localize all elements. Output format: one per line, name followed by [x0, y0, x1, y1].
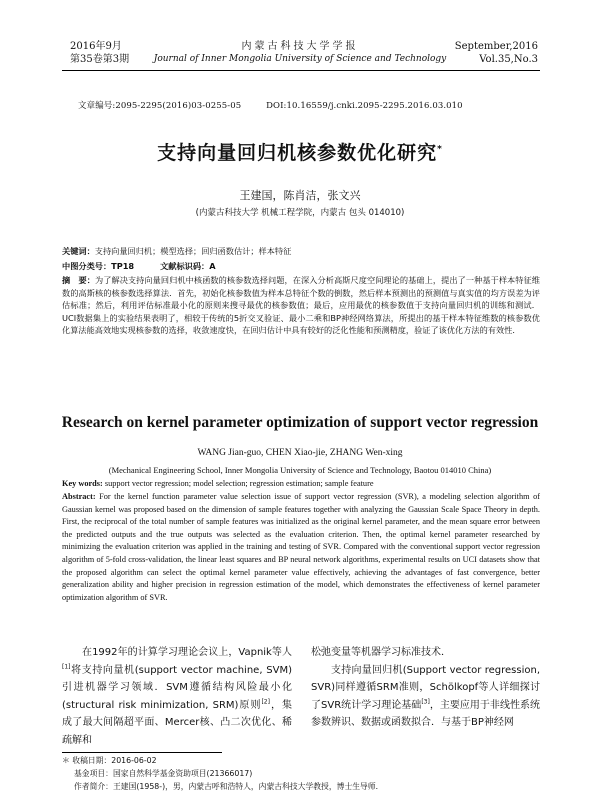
abstract-zh-text: 为了解决支持向量回归机中核函数的核参数选择问题，在深入分析高斯尺度空间理论的基础上，提出了一种基于样本特征维数的高斯核的核参数选择算法．首先，初始化核参数值为样本总特征个数的倒数，然后样本预测出的预测值与真实值的均方误差为评估标准；然后，利用评估标准最小化的原则来搜寻最优的核参数值；最后，应用最优的核参数值于支持向量回归机的训练和测试．UCI数据集上的实验结果表明了，相较于传统的5折交叉验证、最小二乘和BP神经网络算法，所提出的基于样本特征维数的核参数优化算法能高效地实现核参数的选择，收敛速度快，在回归估计中具有较好的泛化性能和预测精度，验证了该优化方法的有效性． — [62, 275, 540, 335]
affiliation-zh: (内蒙古科技大学 机械工程学院，内蒙古 包头 014010) — [195, 208, 405, 218]
title-en: Research on kernel parameter optimization of support vector regression — [61, 414, 539, 431]
abstract-zh — [62, 274, 540, 337]
body-text: ，集成了最大间隔超平面、Mercer核、凸二次优化、稀疏解和 — [62, 699, 292, 746]
abstract-en-text: For the kernel function parameter value selection issue of support vector regression (SVR), a modeling selection algorithm of Gaussian kernel was proposed based on the dimension of sample features together with analyzing the Gaussian Scale Space Theory in depth. First, the reciprocal of the total number of sample features was initialized as the original kernel parameter, and the mean square error between the predicted outputs and the true outputs was selected as the evaluation criterion. Then, the optimal kernel parameter researched by minimizing the evaluation criterion was applied in the training and testing of SVR. Compared with the conventional support vector regression algorithm of 5-fold cross-validation, the linear least squares and BP neural network algorithms, experimental results on UCI datasets show that the proposed algorithm can select the optimal kernel parameter value effectively, achieving the advantages of fast convergence, better generalization ability and higher precision in regression estimation of the model, which demonstrates the effectiveness of kernel parameter optimization algorithm of SVR. — [62, 492, 541, 602]
abstract-zh-label: 摘 要： — [62, 275, 95, 285]
footnote-author: 作者简介：王建国(1958-)，男，内蒙古呼和浩特人，内蒙古科技大学教授，博士生导师． — [74, 782, 384, 791]
class-number: 中图分类号：TP18 — [62, 261, 135, 271]
journal-name-en: Journal of Inner Mongolia University of Science and Technology — [153, 54, 447, 64]
body-column-left — [62, 644, 292, 749]
body-text: 将支持向量机(support vector machine, SVM)引进机器学习领域．SVM遵循结构风险最小化(structural risk minimization, SRM)原则 — [62, 664, 292, 711]
header-rule — [62, 70, 540, 71]
body-paragraph-1 — [62, 644, 292, 749]
body-text: 支持向量回归机(Support vector regression, SVR)同样遵循SRM准则，Schölkopf等人详细探讨了SVR统计学习理论基础 — [311, 664, 540, 711]
header-right — [455, 40, 538, 66]
header-left — [70, 40, 129, 66]
body-paragraph-2 — [311, 662, 540, 732]
title-footnote-mark: * — [437, 144, 443, 155]
keywords-zh-text: 支持向量回归机；模型选择；回归函数估计；样本特征 — [94, 246, 292, 256]
header-volume-en: Vol.35,No.3 — [479, 54, 538, 65]
article-meta — [78, 99, 485, 111]
body-text: 在1992年的计算学习理论会议上，Vapnik等人 — [82, 647, 292, 658]
title-zh-text: 支持向量回归机核参数优化研究 — [157, 142, 438, 164]
article-number: 文章编号:2095-2295(2016)03-0255-05 — [78, 101, 242, 111]
header-center — [150, 40, 450, 66]
keywords-en-label: Key words: — [62, 479, 103, 488]
authors-zh: 王建国，陈肖洁，张文兴 — [239, 189, 361, 202]
body-text: ，主要应用于非线性系统参数辨识、数据或函数拟合．与基于BP神经网 — [311, 699, 541, 728]
header-date-zh: 2016年9月 — [70, 41, 122, 52]
abstract-en-label: Abstract: — [62, 492, 96, 501]
classification-zh — [62, 260, 540, 273]
citation-ref: [2] — [261, 698, 270, 706]
doi: DOI:10.16559/j.cnki.2095-2295.2016.03.010 — [266, 101, 463, 111]
footnote-received: ＊ 收稿日期：2016-06-02 — [62, 756, 157, 765]
authors-en: WANG Jian-guo, CHEN Xiao-jie, ZHANG Wen-xing — [197, 448, 403, 458]
header-volume-zh: 第35卷第3期 — [70, 54, 130, 65]
header-date-en: September,2016 — [454, 41, 538, 52]
keywords-en — [62, 478, 540, 491]
citation-ref: [1] — [62, 663, 71, 671]
keywords-zh — [62, 245, 540, 258]
keywords-zh-label: 关键词： — [62, 246, 95, 256]
abstract-en — [62, 491, 540, 604]
title-zh — [0, 138, 600, 165]
body-column-right — [311, 644, 540, 732]
keywords-en-text: support vector regression; model selection; regression estimation; sample feature — [104, 479, 374, 488]
citation-ref: [3] — [421, 698, 430, 706]
footnote-fund: 基金项目：国家自然科学基金资助项目(21366017) — [74, 769, 253, 778]
body-paragraph-1-cont: 松弛变量等机器学习标准技术． — [311, 647, 451, 658]
doc-code: 文献标识码：A — [160, 261, 216, 271]
footnote-rule — [62, 752, 222, 753]
journal-name-zh: 内蒙古科技大学学报 — [241, 41, 359, 52]
affiliation-en: (Mechanical Engineering School, Inner Mongolia University of Science and Technology, Baotou 014010 China) — [108, 465, 492, 475]
